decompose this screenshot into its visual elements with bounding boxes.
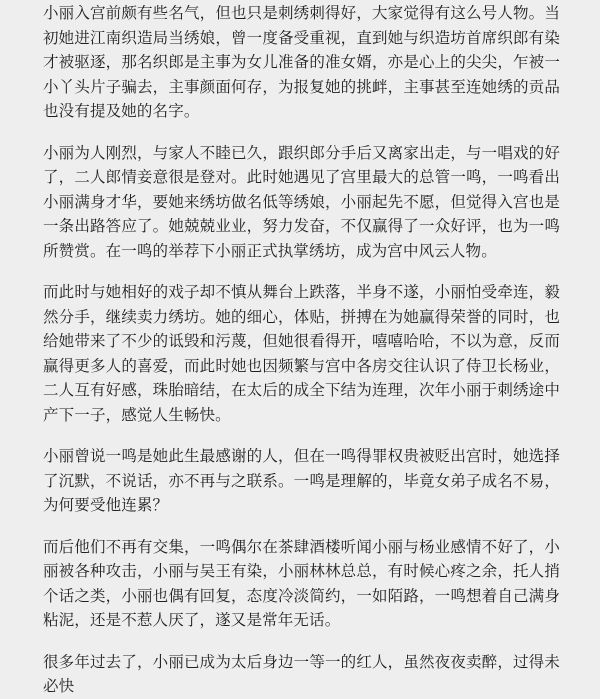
article-paragraph-6: 很多年过去了，小丽已成为太后身边一等一的红人，虽然夜夜卖醉，过得未必快 — [43, 652, 560, 695]
article-paragraph-5: 而后他们不再有交集，一鸣偶尔在茶肆酒楼听闻小丽与杨业感情不好了，小丽被各种攻击，小丽与吴王有染，小丽林林总总，有时候心疼之余，托人捎个话之类，小丽也偶有回复，态度冷淡简约，一如陌路，一鸣想着自己满身粘泥，还是不惹人厌了，遂又是常年无话。 — [43, 537, 560, 629]
article-paragraph-1: 小丽入宫前颇有些名气，但也只是刺绣刺得好，大家觉得有这么号人物。当初她进江南织造局当绣娘，曾一度备受重视，直到她与织造坊首席织郎有染才被驱逐，那名织郎是主事为女儿准备的准女婿，亦是心上的尖尖，乍被一小丫头片子骗去，主事颜面何存，为报复她的挑衅，主事甚至连她绣的贡品也没有提及她的名字。 — [43, 4, 560, 120]
article-paragraph-4: 小丽曾说一鸣是她此生最感谢的人，但在一鸣得罪权贵被贬出宫时，她选择了沉默，不说话，亦不再与之联系。一鸣是理解的，毕竟女弟子成名不易，为何要受他连累？ — [43, 447, 560, 514]
article-paragraph-2: 小丽为人刚烈，与家人不睦已久，跟织郎分手后又离家出走，与一唱戏的好了，二人郎情妾意很是登对。此时她遇见了宫里最大的总管一鸣，一鸣看出小丽满身才华，要她来绣坊做名低等绣娘，小丽起先不愿，但觉得入宫也是一条出路答应了。她兢兢业业，努力发奋，不仅赢得了一众好评，也为一鸣所赞赏。在一鸣的举荐下小丽正式执掌绣坊，成为宫中风云人物。 — [43, 143, 560, 260]
article-paragraph-3: 而此时与她相好的戏子却不慎从舞台上跌落，半身不遂，小丽怕受牵连，毅然分手，继续卖力绣坊。她的细心，体贴，拼搏在为她赢得荣誉的同时，也给她带来了不少的诋毁和污蔑，但她很看得开，嘻嘻哈哈，不以为意，反而赢得更多人的喜爱，而此时她也因频繁与宫中各房交往认识了侍卫长杨业，二人互有好感，珠胎暗结，在太后的成全下结为连理，次年小丽于刺绣途中产下一子，感觉人生畅快。 — [43, 283, 560, 424]
